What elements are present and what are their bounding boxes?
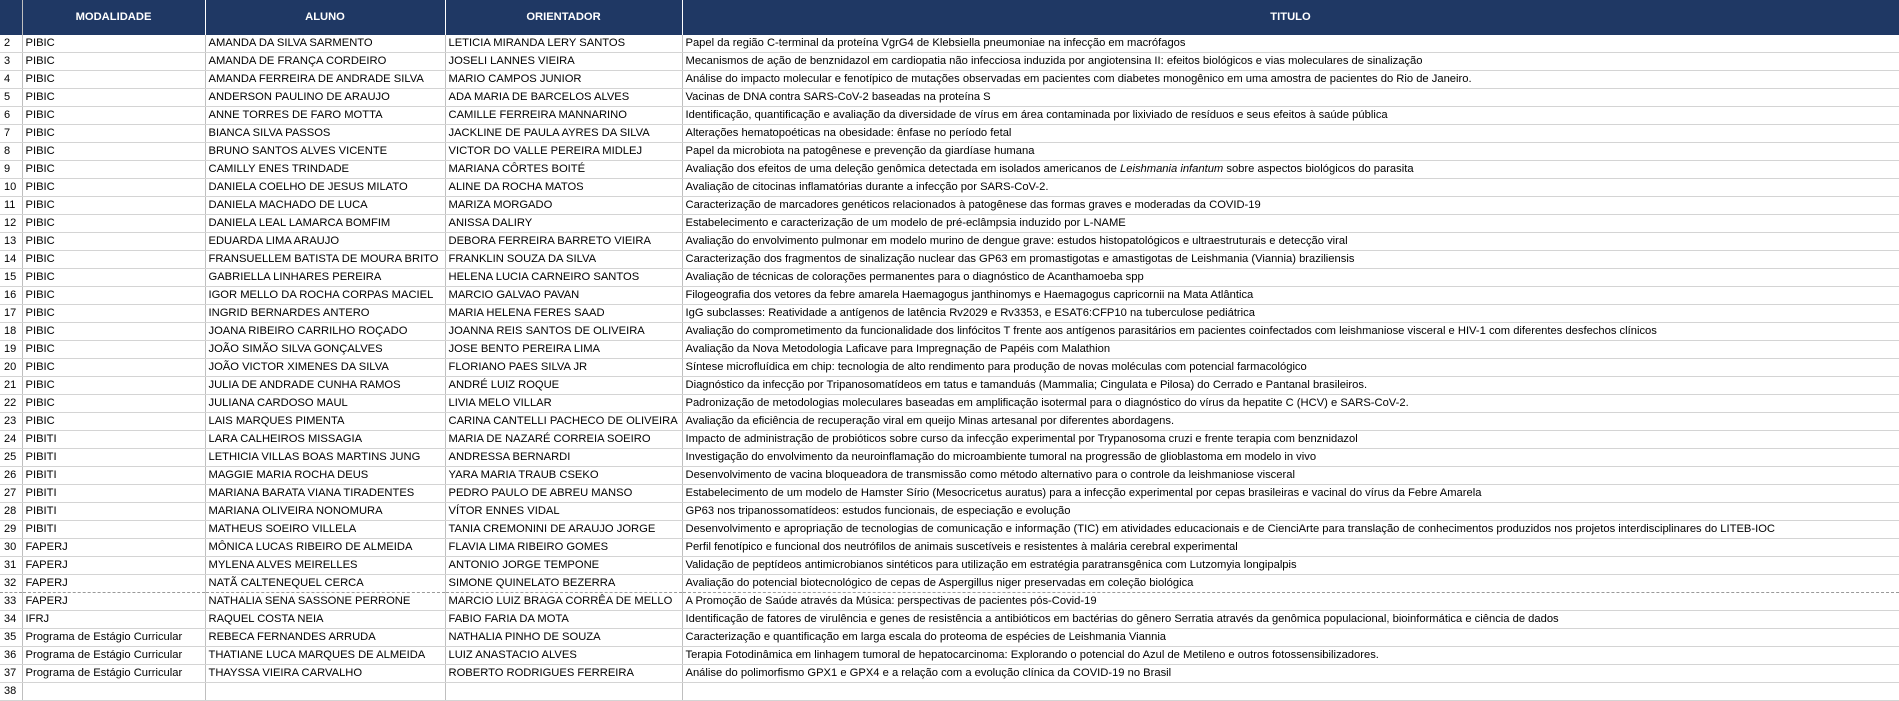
cell-modalidade[interactable]: PIBIC (22, 323, 205, 341)
cell-titulo[interactable] (682, 161, 1899, 179)
cell-aluno[interactable]: GABRIELLA LINHARES PEREIRA (205, 269, 445, 287)
table-row (0, 35, 1899, 53)
row-number[interactable]: 23 (0, 413, 22, 431)
table-row (0, 305, 1899, 323)
titulo-text-start: Avaliação dos efeitos de uma deleção genômica detectada em isolados americanos de (685, 163, 1121, 175)
cell-orientador[interactable]: MARIA HELENA FERES SAAD (445, 305, 682, 323)
cell-modalidade[interactable]: PIBIC (22, 53, 205, 71)
cell-modalidade[interactable] (22, 683, 205, 701)
cell-titulo[interactable]: Padronização de metodologias moleculares baseadas em amplificação isotermal para o diagnóstico do vírus da hepatite C (HCV) e SARS-CoV-2. (682, 395, 1899, 413)
header-aluno[interactable]: ALUNO (205, 0, 445, 35)
cell-modalidade[interactable]: Programa de Estágio Curricular (22, 629, 205, 647)
cell-titulo[interactable]: GP63 nos tripanossomatídeos: estudos funcionais, de especiação e evolução (682, 503, 1899, 521)
cell-aluno[interactable]: NATÃ CALTENEQUEL CERCA (205, 575, 445, 593)
table-row (0, 215, 1899, 233)
row-number[interactable]: 30 (0, 539, 22, 557)
cell-modalidade[interactable]: PIBIC (22, 287, 205, 305)
table-row (0, 449, 1899, 467)
cell-orientador[interactable]: FLORIANO PAES SILVA JR (445, 359, 682, 377)
cell-modalidade[interactable]: PIBIC (22, 251, 205, 269)
row-number[interactable]: 27 (0, 485, 22, 503)
cell-titulo[interactable]: Avaliação do comprometimento da funcionalidade dos linfócitos T frente aos antígenos parasitários em pacientes coinfectados com leishmaniose visceral e HIV-1 com diferentes desfechos clínicos (682, 323, 1899, 341)
row-number[interactable]: 35 (0, 629, 22, 647)
cell-aluno[interactable]: JULIA DE ANDRADE CUNHA RAMOS (205, 377, 445, 395)
cell-modalidade[interactable]: PIBIC (22, 125, 205, 143)
cell-titulo[interactable]: Análise do polimorfismo GPX1 e GPX4 e a relação com a evolução clínica da COVID-19 no Brasil (682, 665, 1899, 683)
table-row (0, 323, 1899, 341)
cell-aluno[interactable]: DANIELA LEAL LAMARCA BOMFIM (205, 215, 445, 233)
row-number[interactable]: 7 (0, 125, 22, 143)
row-number[interactable]: 26 (0, 467, 22, 485)
table-row (0, 611, 1899, 629)
cell-modalidade[interactable]: PIBIC (22, 89, 205, 107)
cell-aluno[interactable]: MÔNICA LUCAS RIBEIRO DE ALMEIDA (205, 539, 445, 557)
table-body (0, 35, 1899, 701)
row-number[interactable]: 38 (0, 683, 22, 701)
cell-modalidade[interactable]: PIBIC (22, 71, 205, 89)
cell-aluno[interactable]: REBECA FERNANDES ARRUDA (205, 629, 445, 647)
cell-orientador[interactable]: VICTOR DO VALLE PEREIRA MIDLEJ (445, 143, 682, 161)
cell-titulo[interactable]: Avaliação da eficiência de recuperação viral em queijo Minas artesanal por diferentes abordagens. (682, 413, 1899, 431)
cell-orientador[interactable] (445, 683, 682, 701)
cell-aluno[interactable]: DANIELA COELHO DE JESUS MILATO (205, 179, 445, 197)
cell-aluno[interactable]: LETHICIA VILLAS BOAS MARTINS JUNG (205, 449, 445, 467)
cell-titulo[interactable]: Papel da microbiota na patogênese e prevenção da giardíase humana (682, 143, 1899, 161)
cell-modalidade[interactable]: IFRJ (22, 611, 205, 629)
table-row (0, 377, 1899, 395)
table-row (0, 647, 1899, 665)
cell-modalidade[interactable]: PIBIC (22, 377, 205, 395)
table-row (0, 269, 1899, 287)
cell-orientador[interactable]: CARINA CANTELLI PACHECO DE OLIVEIRA (445, 413, 682, 431)
cell-aluno[interactable]: JULIANA CARDOSO MAUL (205, 395, 445, 413)
row-number[interactable]: 11 (0, 197, 22, 215)
cell-orientador[interactable]: TANIA CREMONINI DE ARAUJO JORGE (445, 521, 682, 539)
cell-orientador[interactable]: MARIA DE NAZARÉ CORREIA SOEIRO (445, 431, 682, 449)
row-number[interactable]: 12 (0, 215, 22, 233)
cell-titulo[interactable] (682, 683, 1899, 701)
cell-titulo[interactable]: Identificação, quantificação e avaliação da diversidade de vírus em área contaminada por lixiviado de resíduos e seus efeitos à saúde pública (682, 107, 1899, 125)
cell-aluno[interactable]: EDUARDA LIMA ARAUJO (205, 233, 445, 251)
cell-orientador[interactable]: CAMILLE FERREIRA MANNARINO (445, 107, 682, 125)
cell-aluno[interactable]: JOÃO SIMÃO SILVA GONÇALVES (205, 341, 445, 359)
row-number-header[interactable] (0, 0, 22, 35)
row-number[interactable]: 3 (0, 53, 22, 71)
cell-aluno[interactable]: JOANA RIBEIRO CARRILHO ROÇADO (205, 323, 445, 341)
table-row (0, 143, 1899, 161)
cell-aluno[interactable] (205, 683, 445, 701)
cell-modalidade[interactable]: Programa de Estágio Curricular (22, 665, 205, 683)
cell-aluno[interactable]: RAQUEL COSTA NEIA (205, 611, 445, 629)
cell-titulo[interactable]: Vacinas de DNA contra SARS-CoV-2 baseadas na proteína S (682, 89, 1899, 107)
cell-aluno[interactable]: ANDERSON PAULINO DE ARAUJO (205, 89, 445, 107)
cell-orientador[interactable]: FABIO FARIA DA MOTA (445, 611, 682, 629)
row-number[interactable]: 13 (0, 233, 22, 251)
cell-orientador[interactable]: MARIZA MORGADO (445, 197, 682, 215)
cell-aluno[interactable]: FRANSUELLEM BATISTA DE MOURA BRITO (205, 251, 445, 269)
cell-orientador[interactable]: JOANNA REIS SANTOS DE OLIVEIRA (445, 323, 682, 341)
cell-titulo[interactable]: Validação de peptídeos antimicrobianos sintéticos para utilização em estratégia paratransgênica com Lutzomyia longipalpis (682, 557, 1899, 575)
cell-orientador[interactable]: JOSELI LANNES VIEIRA (445, 53, 682, 71)
cell-modalidade[interactable]: PIBIC (22, 269, 205, 287)
table-row (0, 53, 1899, 71)
table-row (0, 197, 1899, 215)
cell-orientador[interactable]: LETICIA MIRANDA LERY SANTOS (445, 35, 682, 53)
table-row (0, 287, 1899, 305)
cell-modalidade[interactable]: PIBIC (22, 413, 205, 431)
cell-titulo[interactable]: Síntese microfluídica em chip: tecnologia de alto rendimento para produção de novas moléculas com potencial farmacológico (682, 359, 1899, 377)
row-number[interactable]: 22 (0, 395, 22, 413)
table-row (0, 557, 1899, 575)
header-modalidade[interactable]: MODALIDADE (22, 0, 205, 35)
table-row (0, 467, 1899, 485)
cell-aluno[interactable]: MARIANA BARATA VIANA TIRADENTES (205, 485, 445, 503)
cell-orientador[interactable]: VÍTOR ENNES VIDAL (445, 503, 682, 521)
table-row (0, 341, 1899, 359)
cell-orientador[interactable]: FLAVIA LIMA RIBEIRO GOMES (445, 539, 682, 557)
cell-titulo[interactable]: Estabelecimento de um modelo de Hamster Sírio (Mesocricetus auratus) para a infecção experimental por cepas brasileiras e vacinal do vírus da Febre Amarela (682, 485, 1899, 503)
cell-modalidade[interactable]: PIBIC (22, 197, 205, 215)
cell-titulo[interactable]: Avaliação da Nova Metodologia Laficave para Impregnação de Papéis com Malathion (682, 341, 1899, 359)
cell-modalidade[interactable]: PIBITI (22, 467, 205, 485)
row-number[interactable]: 32 (0, 575, 22, 593)
cell-aluno[interactable]: ANNE TORRES DE FARO MOTTA (205, 107, 445, 125)
cell-modalidade[interactable]: PIBIC (22, 215, 205, 233)
cell-titulo[interactable]: Perfil fenotípico e funcional dos neutrófilos de animais suscetíveis e resistentes à malária cerebral experimental (682, 539, 1899, 557)
row-number[interactable]: 6 (0, 107, 22, 125)
cell-orientador[interactable]: SIMONE QUINELATO BEZERRA (445, 575, 682, 593)
cell-orientador[interactable]: MARIANA CÔRTES BOITÉ (445, 161, 682, 179)
row-number[interactable]: 36 (0, 647, 22, 665)
cell-orientador[interactable]: FRANKLIN SOUZA DA SILVA (445, 251, 682, 269)
cell-modalidade[interactable]: PIBITI (22, 449, 205, 467)
row-number[interactable]: 8 (0, 143, 22, 161)
cell-titulo[interactable]: Identificação de fatores de virulência e genes de resistência a antibióticos em bactérias do gênero Serratia através da genômica populacional, bioinformática e ciência de dados (682, 611, 1899, 629)
cell-aluno[interactable]: MAGGIE MARIA ROCHA DEUS (205, 467, 445, 485)
cell-titulo[interactable]: Papel da região C-terminal da proteína VgrG4 de Klebsiella pneumoniae na infecção em macrófagos (682, 35, 1899, 53)
cell-aluno[interactable]: LAIS MARQUES PIMENTA (205, 413, 445, 431)
cell-titulo[interactable]: Mecanismos de ação de benznidazol em cardiopatia não infecciosa induzida por angiotensina II: efeitos biológicos e vias moleculares de sinalização (682, 53, 1899, 71)
row-number[interactable]: 37 (0, 665, 22, 683)
row-number[interactable]: 19 (0, 341, 22, 359)
titulo-species-name: Leishmania infantum (1120, 163, 1224, 175)
cell-aluno[interactable]: BIANCA SILVA PASSOS (205, 125, 445, 143)
row-number[interactable]: 33 (0, 593, 22, 611)
cell-modalidade[interactable]: PIBITI (22, 485, 205, 503)
row-number[interactable]: 16 (0, 287, 22, 305)
cell-modalidade[interactable]: PIBIC (22, 341, 205, 359)
row-number[interactable]: 31 (0, 557, 22, 575)
cell-titulo[interactable]: IgG subclasses: Reatividade a antígenos de latência Rv2029 e Rv3353, e ESAT6:CFP10 na tuberculose pediátrica (682, 305, 1899, 323)
row-number[interactable]: 25 (0, 449, 22, 467)
row-number[interactable]: 10 (0, 179, 22, 197)
cell-titulo[interactable]: Desenvolvimento de vacina bloqueadora de transmissão como método alternativo para o controle da leishmaniose visceral (682, 467, 1899, 485)
row-number[interactable]: 14 (0, 251, 22, 269)
cell-titulo[interactable]: Caracterização dos fragmentos de sinalização nuclear das GP63 em promastigotas e amastigotas de Leishmania (Viannia) braziliensis (682, 251, 1899, 269)
row-number[interactable]: 2 (0, 35, 22, 53)
cell-aluno[interactable]: AMANDA FERREIRA DE ANDRADE SILVA (205, 71, 445, 89)
cell-titulo[interactable]: Caracterização de marcadores genéticos relacionados à patogênese das formas graves e moderadas da COVID-19 (682, 197, 1899, 215)
table-row (0, 125, 1899, 143)
cell-aluno[interactable]: DANIELA MACHADO DE LUCA (205, 197, 445, 215)
row-number[interactable]: 28 (0, 503, 22, 521)
cell-orientador[interactable]: NATHALIA PINHO DE SOUZA (445, 629, 682, 647)
header-titulo[interactable]: TITULO (682, 0, 1899, 35)
cell-aluno[interactable]: CAMILLY ENES TRINDADE (205, 161, 445, 179)
cell-modalidade[interactable]: PIBIC (22, 143, 205, 161)
header-row (0, 0, 1899, 35)
table-row (0, 503, 1899, 521)
cell-aluno[interactable]: IGOR MELLO DA ROCHA CORPAS MACIEL (205, 287, 445, 305)
cell-aluno[interactable]: NATHALIA SENA SASSONE PERRONE (205, 593, 445, 611)
cell-aluno[interactable]: INGRID BERNARDES ANTERO (205, 305, 445, 323)
cell-orientador[interactable]: ADA MARIA DE BARCELOS ALVES (445, 89, 682, 107)
row-number[interactable]: 18 (0, 323, 22, 341)
table-row (0, 593, 1899, 611)
table-row (0, 233, 1899, 251)
row-number[interactable]: 21 (0, 377, 22, 395)
table-row (0, 485, 1899, 503)
cell-aluno[interactable]: BRUNO SANTOS ALVES VICENTE (205, 143, 445, 161)
row-number[interactable]: 5 (0, 89, 22, 107)
table-row (0, 629, 1899, 647)
cell-orientador[interactable]: ANDRÉ LUIZ ROQUE (445, 377, 682, 395)
cell-modalidade[interactable]: PIBITI (22, 431, 205, 449)
table-row (0, 395, 1899, 413)
cell-titulo[interactable]: Avaliação do potencial biotecnológico de cepas de Aspergillus niger preservadas em coleção biológica (682, 575, 1899, 593)
cell-orientador[interactable]: MARCIO LUIZ BRAGA CORRÊA DE MELLO (445, 593, 682, 611)
cell-aluno[interactable]: MATHEUS SOEIRO VILLELA (205, 521, 445, 539)
cell-aluno[interactable]: THAYSSA VIEIRA CARVALHO (205, 665, 445, 683)
header-orientador[interactable]: ORIENTADOR (445, 0, 682, 35)
cell-orientador[interactable]: DEBORA FERREIRA BARRETO VIEIRA (445, 233, 682, 251)
cell-orientador[interactable]: LIVIA MELO VILLAR (445, 395, 682, 413)
cell-orientador[interactable]: ANTONIO JORGE TEMPONE (445, 557, 682, 575)
cell-modalidade[interactable]: Programa de Estágio Curricular (22, 647, 205, 665)
table-row (0, 71, 1899, 89)
cell-modalidade[interactable]: PIBIC (22, 305, 205, 323)
cell-aluno[interactable]: MYLENA ALVES MEIRELLES (205, 557, 445, 575)
table-row (0, 665, 1899, 683)
cell-titulo[interactable]: Impacto de administração de probióticos sobre curso da infecção experimental por Trypanosoma cruzi e frente terapia com benznidazol (682, 431, 1899, 449)
cell-orientador[interactable]: LUIZ ANASTACIO ALVES (445, 647, 682, 665)
cell-modalidade[interactable]: FAPERJ (22, 557, 205, 575)
cell-modalidade[interactable]: PIBIC (22, 35, 205, 53)
cell-modalidade[interactable]: FAPERJ (22, 593, 205, 611)
cell-aluno[interactable]: JOÃO VICTOR XIMENES DA SILVA (205, 359, 445, 377)
cell-modalidade[interactable]: PIBIC (22, 233, 205, 251)
cell-aluno[interactable]: AMANDA DE FRANÇA CORDEIRO (205, 53, 445, 71)
cell-orientador[interactable]: ANISSA DALIRY (445, 215, 682, 233)
cell-titulo[interactable]: Estabelecimento e caracterização de um modelo de pré-eclâmpsia induzido por L-NAME (682, 215, 1899, 233)
row-number[interactable]: 29 (0, 521, 22, 539)
cell-modalidade[interactable]: FAPERJ (22, 539, 205, 557)
table-row (0, 539, 1899, 557)
cell-orientador[interactable]: YARA MARIA TRAUB CSEKO (445, 467, 682, 485)
row-number[interactable]: 20 (0, 359, 22, 377)
table-row (0, 413, 1899, 431)
table-row (0, 251, 1899, 269)
cell-orientador[interactable]: HELENA LUCIA CARNEIRO SANTOS (445, 269, 682, 287)
table-row (0, 359, 1899, 377)
cell-orientador[interactable]: ANDRESSA BERNARDI (445, 449, 682, 467)
cell-modalidade[interactable]: PIBIC (22, 179, 205, 197)
cell-titulo[interactable]: Desenvolvimento e apropriação de tecnologias de comunicação e informação (TIC) em atividades educacionais e de CienciArte para translação de conhecimentos produzidos nos projetos interdisciplinares do LITEB-IOC (682, 521, 1899, 539)
cell-modalidade[interactable]: PIBIC (22, 107, 205, 125)
cell-aluno[interactable]: AMANDA DA SILVA SARMENTO (205, 35, 445, 53)
cell-modalidade[interactable]: PIBITI (22, 503, 205, 521)
row-number[interactable]: 17 (0, 305, 22, 323)
table-row (0, 521, 1899, 539)
table-row (0, 575, 1899, 593)
table-row (0, 89, 1899, 107)
cell-titulo[interactable]: Avaliação de citocinas inflamatórias durante a infecção por SARS-CoV-2. (682, 179, 1899, 197)
cell-orientador[interactable]: PEDRO PAULO DE ABREU MANSO (445, 485, 682, 503)
row-number[interactable]: 9 (0, 161, 22, 179)
cell-titulo[interactable]: Diagnóstico da infecção por Tripanosomatídeos em tatus e tamanduás (Mammalia; Cingulata e Pilosa) do Cerrado e Pantanal brasileiros. (682, 377, 1899, 395)
cell-modalidade[interactable]: FAPERJ (22, 575, 205, 593)
cell-aluno[interactable]: THATIANE LUCA MARQUES DE ALMEIDA (205, 647, 445, 665)
cell-titulo[interactable]: Investigação do envolvimento da neuroinflamação do microambiente tumoral na progressão de glioblastoma em modelo in vivo (682, 449, 1899, 467)
cell-orientador[interactable]: JACKLINE DE PAULA AYRES DA SILVA (445, 125, 682, 143)
table-row (0, 431, 1899, 449)
cell-orientador[interactable]: MARCIO GALVAO PAVAN (445, 287, 682, 305)
cell-orientador[interactable]: ALINE DA ROCHA MATOS (445, 179, 682, 197)
titulo-text-end: sobre aspectos biológicos do parasita (1223, 163, 1414, 175)
cell-titulo[interactable]: Terapia Fotodinâmica em linhagem tumoral de hepatocarcinoma: Explorando o potencial do Azul de Metileno e outros fotossensibilizadores. (682, 647, 1899, 665)
cell-titulo[interactable]: Caracterização e quantificação em larga escala do proteoma de espécies de Leishmania Viannia (682, 629, 1899, 647)
table-row (0, 107, 1899, 125)
cell-modalidade[interactable]: PIBITI (22, 521, 205, 539)
row-number[interactable]: 24 (0, 431, 22, 449)
cell-aluno[interactable]: MARIANA OLIVEIRA NONOMURA (205, 503, 445, 521)
cell-aluno[interactable]: LARA CALHEIROS MISSAGIA (205, 431, 445, 449)
row-number[interactable]: 4 (0, 71, 22, 89)
cell-titulo[interactable]: Avaliação do envolvimento pulmonar em modelo murino de dengue grave: estudos histopatológicos e ultraestruturais e detecção viral (682, 233, 1899, 251)
cell-titulo[interactable]: A Promoção de Saúde através da Música: perspectivas de pacientes pós-Covid-19 (682, 593, 1899, 611)
cell-titulo[interactable]: Avaliação de técnicas de colorações permanentes para o diagnóstico de Acanthamoeba spp (682, 269, 1899, 287)
cell-modalidade[interactable]: PIBIC (22, 161, 205, 179)
cell-orientador[interactable]: JOSE BENTO PEREIRA LIMA (445, 341, 682, 359)
cell-titulo[interactable]: Filogeografia dos vetores da febre amarela Haemagogus janthinomys e Haemagogus capricornii na Mata Atlântica (682, 287, 1899, 305)
row-number[interactable]: 34 (0, 611, 22, 629)
cell-titulo[interactable]: Alterações hematopoéticas na obesidade: ênfase no período fetal (682, 125, 1899, 143)
cell-orientador[interactable]: MARIO CAMPOS JUNIOR (445, 71, 682, 89)
cell-orientador[interactable]: ROBERTO RODRIGUES FERREIRA (445, 665, 682, 683)
cell-modalidade[interactable]: PIBIC (22, 359, 205, 377)
table-row (0, 683, 1899, 701)
row-number[interactable]: 15 (0, 269, 22, 287)
table-row (0, 161, 1899, 179)
table-row (0, 179, 1899, 197)
cell-modalidade[interactable]: PIBIC (22, 395, 205, 413)
cell-titulo[interactable]: Análise do impacto molecular e fenotípico de mutações observadas em pacientes com diabetes monogênico em uma amostra de pacientes do Rio de Janeiro. (682, 71, 1899, 89)
